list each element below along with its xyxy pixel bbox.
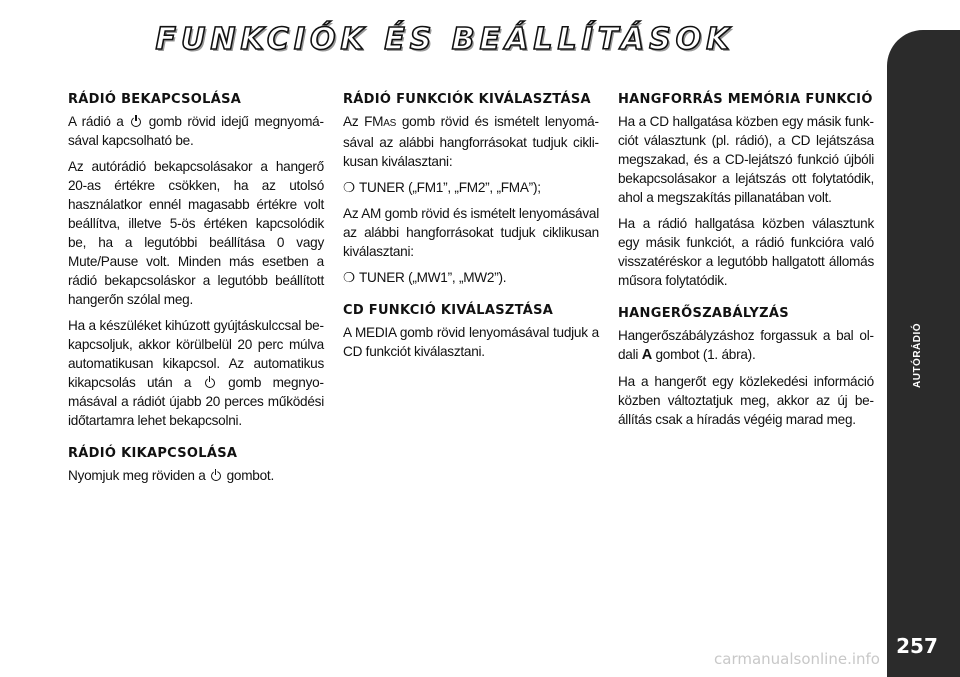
page-number: 257 xyxy=(896,634,938,658)
paragraph: Hangerőszábályzáshoz forgassuk a bal oldali A gombot (1. ábra). xyxy=(618,328,874,363)
power-icon xyxy=(211,471,221,481)
paragraph: Az AM gomb rövid és ismételt lenyomásával az alábbi hangforrásokat tudjuk ciklikusan kiválasztani: xyxy=(343,206,599,259)
paragraph: Ha a hangerőt egy közlekedési információ közben változtatjuk meg, akkor az új beállítás csak a híradás végéig marad meg. xyxy=(618,374,874,427)
list-item: ❍ TUNER („FM1”, „FM2”, „FMA”); xyxy=(343,180,541,195)
circle-bullet-icon: ❍ xyxy=(343,270,355,285)
paragraph: A rádió a gomb rövid idejű megnyomásával kapcsolható be. xyxy=(68,114,324,148)
column-middle xyxy=(343,92,599,368)
list-item: ❍ TUNER („MW1”, „MW2”). xyxy=(343,270,507,285)
watermark: carmanualsonline.info xyxy=(714,650,880,668)
heading-radio-functions: RÁDIÓ FUNKCIÓK KIVÁLASZTÁSA xyxy=(343,92,591,107)
power-icon xyxy=(131,117,141,127)
chapter-tab-label: AUTÓRÁDIÓ xyxy=(912,322,923,388)
heading-source-memory: HANGFORRÁS MEMÓRIA FUNKCIÓ xyxy=(618,92,873,107)
heading-cd-function: CD FUNKCIÓ KIVÁLASZTÁSA xyxy=(343,303,554,318)
heading-radio-off: RÁDIÓ KIKAPCSOLÁSA xyxy=(68,446,238,461)
paragraph: Ha a CD hallgatása közben egy másik funkciót választunk (pl. rádió), a CD lejátszása megszakad, és a CD-lejátszó funkció újbóli bekapcsolásakor a lejátszás ott folytatódik, ahol a megszakítás pillanatában volt. xyxy=(618,114,874,205)
paragraph: Ha a rádió hallgatása közben választunk egy másik funkciót, a rádió funkcióra való visszatéréskor a legutóbb hallgatott állomás műsora folytatódik. xyxy=(618,216,874,288)
paragraph: Ha a készüléket kihúzott gyújtáskulccsal bekapcsoljuk, akkor körülbelül 20 perc múlva automatikusan kikapcsol. Az automatikus kikapcsolás után a gomb megnyomásával a rádiót újabb 20 perces működési időtartamra lehet bekapcsolni. xyxy=(68,318,324,428)
column-right xyxy=(618,92,874,436)
power-icon xyxy=(205,378,215,388)
heading-volume: HANGERŐSZABÁLYZÁS xyxy=(618,306,789,321)
paragraph: A MEDIA gomb rövid lenyomásával tudjuk a CD funkciót kiválasztani. xyxy=(343,325,599,359)
paragraph: Az FMAS gomb rövid és ismételt lenyomásával az alábbi hangforrásokat tudjuk ciklikusan kiválasztani: xyxy=(343,114,599,169)
paragraph: Nyomjuk meg röviden a gombot. xyxy=(68,468,274,483)
circle-bullet-icon: ❍ xyxy=(343,180,355,195)
page-title: FUNKCIÓK ÉS BEÁLLÍTÁSOK xyxy=(155,22,735,57)
paragraph: Az autórádió bekapcsolásakor a hangerő 20-as értékre csökken, ha az utolsó használatkor ennél magasabb értékre volt beállítva, illetve 5-ös értéken kapcsolódik be, ha a legutóbbi beállítása 0 vagy Mute/Pause volt. Minden más esetben a rádió bekapcsoláskor a legutóbb beállított hangerőn szólal meg. xyxy=(68,159,324,307)
heading-radio-on: RÁDIÓ BEKAPCSOLÁSA xyxy=(68,92,242,107)
column-left xyxy=(68,92,324,492)
